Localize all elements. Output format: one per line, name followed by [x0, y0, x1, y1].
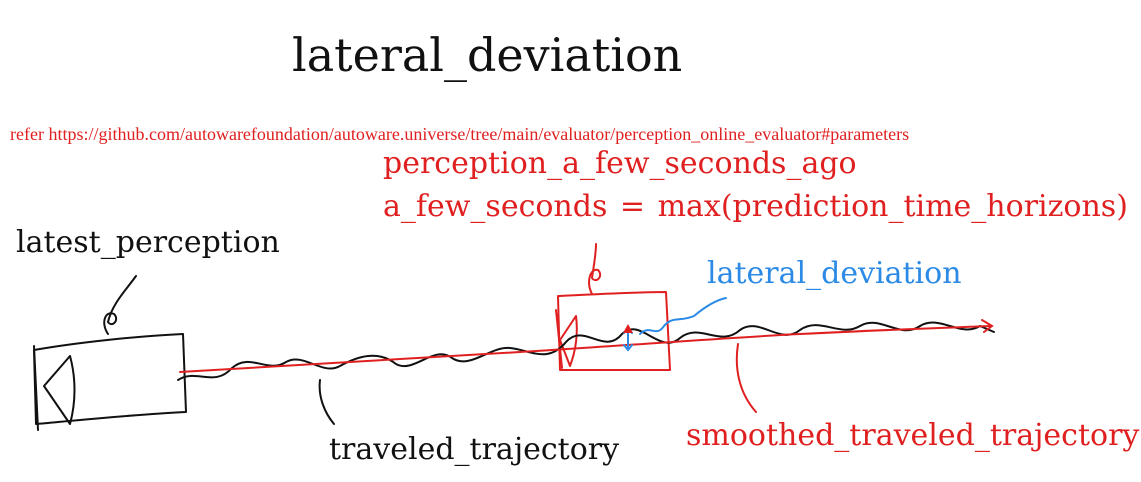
refer-note: refer https://github.com/autowarefoundation/autoware.universe/tree/main/evaluator/perception_online_evaluator#parameters: [10, 124, 910, 144]
smoothed-trajectory-line: [180, 326, 990, 372]
lateral-deviation-label: lateral_deviation: [707, 256, 962, 291]
few-seconds-definition: a_few_seconds = max(prediction_time_horizons): [383, 189, 1128, 224]
past-perception-box: [556, 244, 670, 370]
perception-few-seconds-ago-label: perception_a_few_seconds_ago: [383, 146, 857, 181]
page-title: lateral_deviation: [292, 28, 683, 82]
smoothed-trajectory-label: smoothed_traveled_trajectory: [686, 418, 1140, 453]
traveled-trajectory-leader: [320, 380, 334, 424]
traveled-trajectory-label: traveled_trajectory: [329, 432, 620, 467]
lateral-deviation-leader: [640, 298, 726, 334]
latest-perception-box: [34, 276, 186, 430]
latest-perception-label: latest_perception: [16, 225, 280, 260]
smoothed-trajectory-leader: [737, 344, 756, 412]
